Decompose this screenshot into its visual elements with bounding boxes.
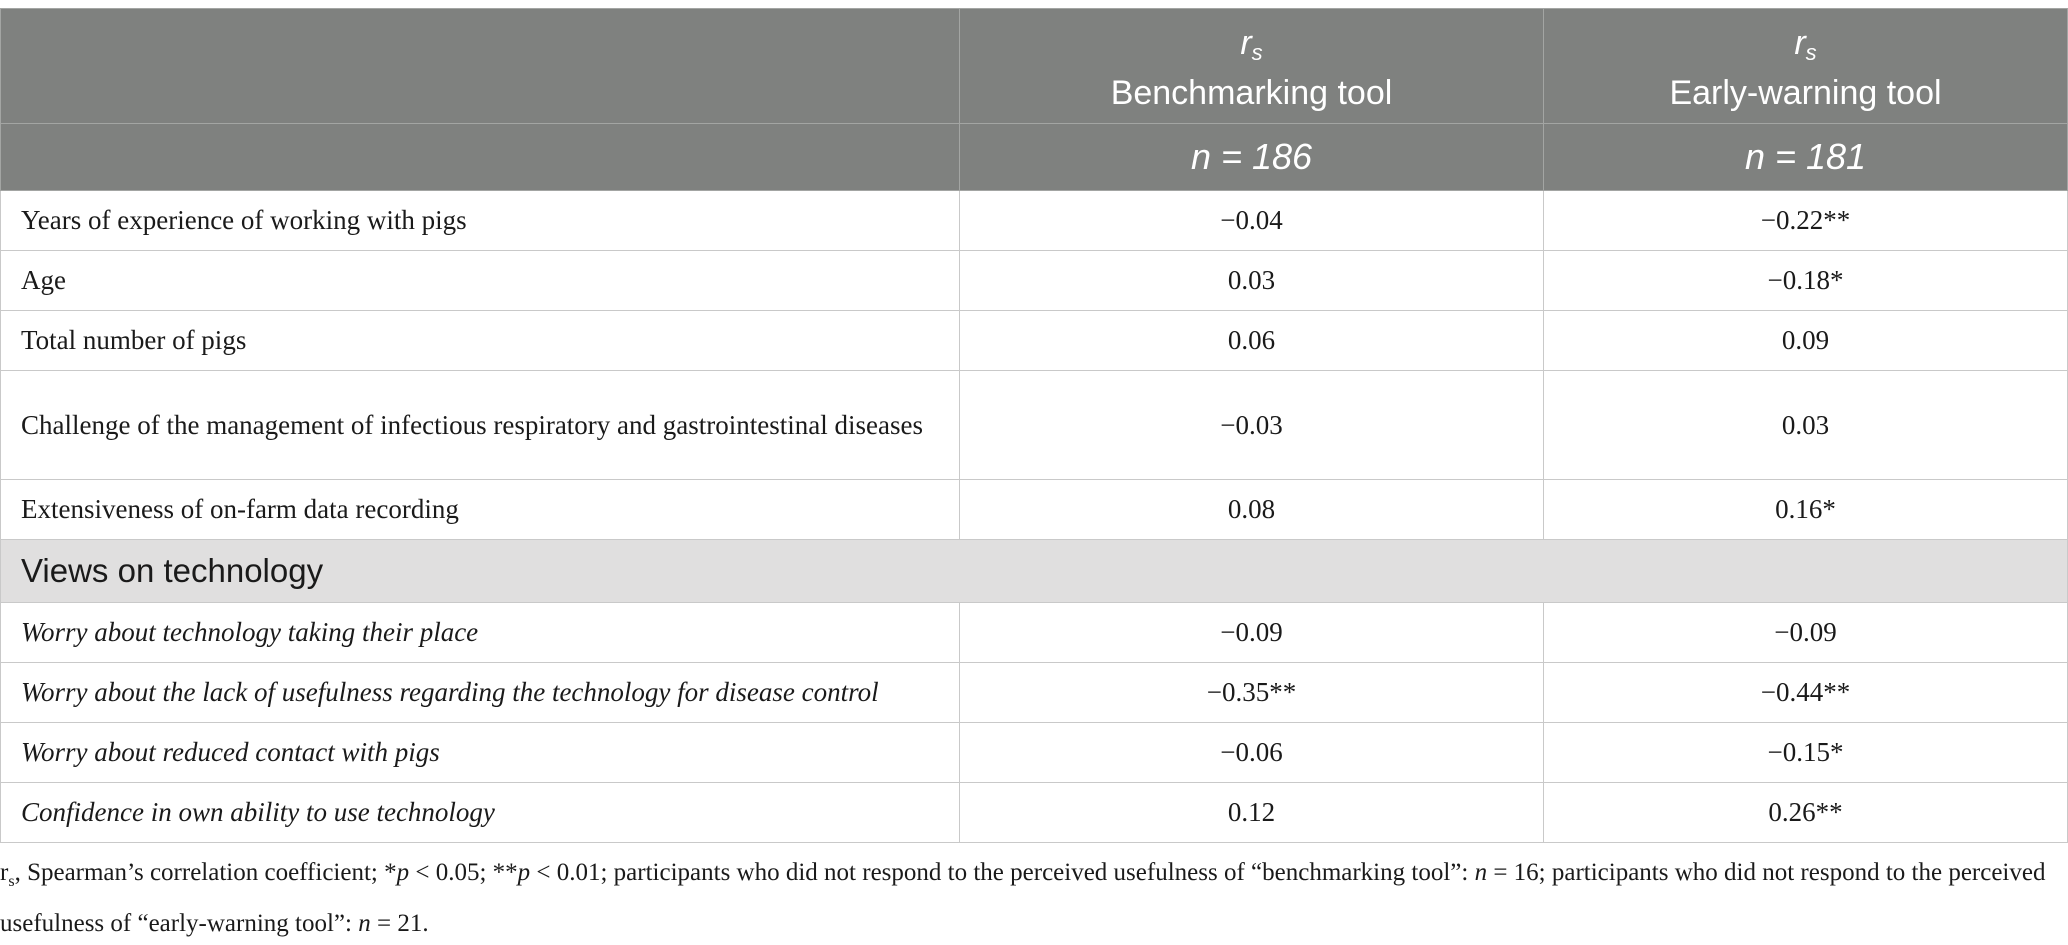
section-row (1, 540, 2068, 603)
benchmarking-value: −0.04 (960, 191, 1544, 251)
benchmarking-value: −0.09 (960, 603, 1544, 663)
header-empty-cell (1, 9, 960, 124)
rs-symbol: $r_s$ (1794, 24, 1817, 65)
table-row (1, 663, 2068, 723)
early-warning-value: 0.09 (1544, 311, 2068, 371)
table-row (1, 723, 2068, 783)
early-warning-value: 0.26** (1544, 783, 2068, 843)
header-early-warning (1544, 9, 2068, 124)
early-warning-n: n = 181 (1544, 124, 2068, 191)
table-row (1, 251, 2068, 311)
benchmarking-value: 0.08 (960, 480, 1544, 540)
benchmarking-title: Benchmarking tool (1110, 74, 1393, 112)
row-label: Total number of pigs (1, 311, 960, 371)
early-warning-value: −0.44** (1544, 663, 2068, 723)
row-label: Worry about technology taking their place (1, 603, 960, 663)
benchmarking-value: 0.06 (960, 311, 1544, 371)
table-row (1, 311, 2068, 371)
table-footnote: $r_s$, Spearman’s correlation coefficient; *p < 0.05; **p < 0.01; participants who did not respond to the perceived usefulness of “benchmarking tool”: n = 16; participants who did not respond to the perceived usefulness of “early-warning tool”: n = 21. (0, 859, 2046, 937)
header-row (1, 9, 2068, 124)
early-warning-value: 0.16* (1544, 480, 2068, 540)
benchmarking-value: −0.06 (960, 723, 1544, 783)
header-benchmarking (960, 9, 1544, 124)
early-warning-value: −0.22** (1544, 191, 2068, 251)
early-warning-value: −0.15* (1544, 723, 2068, 783)
early-warning-value: 0.03 (1544, 371, 2068, 480)
row-label: Worry about reduced contact with pigs (1, 723, 960, 783)
section-title: Views on technology (1, 540, 2068, 603)
row-label: Extensiveness of on-farm data recording (1, 480, 960, 540)
row-label: Confidence in own ability to use technology (1, 783, 960, 843)
row-label: Years of experience of working with pigs (1, 191, 960, 251)
sample-size-empty-cell (1, 124, 960, 191)
correlation-table (0, 8, 2068, 843)
early-warning-value: −0.18* (1544, 251, 2068, 311)
table-row (1, 371, 2068, 480)
benchmarking-value: 0.03 (960, 251, 1544, 311)
early-warning-title: Early-warning tool (1669, 74, 1942, 112)
benchmarking-value: −0.35** (960, 663, 1544, 723)
early-warning-value: −0.09 (1544, 603, 2068, 663)
row-label: Worry about the lack of usefulness regarding the technology for disease control (1, 663, 960, 723)
table-row (1, 480, 2068, 540)
benchmarking-value: −0.03 (960, 371, 1544, 480)
table-row (1, 191, 2068, 251)
sample-size-row (1, 124, 2068, 191)
rs-symbol: $r_s$ (1240, 24, 1263, 65)
row-label: Age (1, 251, 960, 311)
benchmarking-n: n = 186 (960, 124, 1544, 191)
table-row (1, 783, 2068, 843)
row-label: Challenge of the management of infectious respiratory and gastrointestinal diseases (1, 371, 960, 480)
benchmarking-value: 0.12 (960, 783, 1544, 843)
table-row (1, 603, 2068, 663)
correlation-table-container (0, 8, 2067, 843)
